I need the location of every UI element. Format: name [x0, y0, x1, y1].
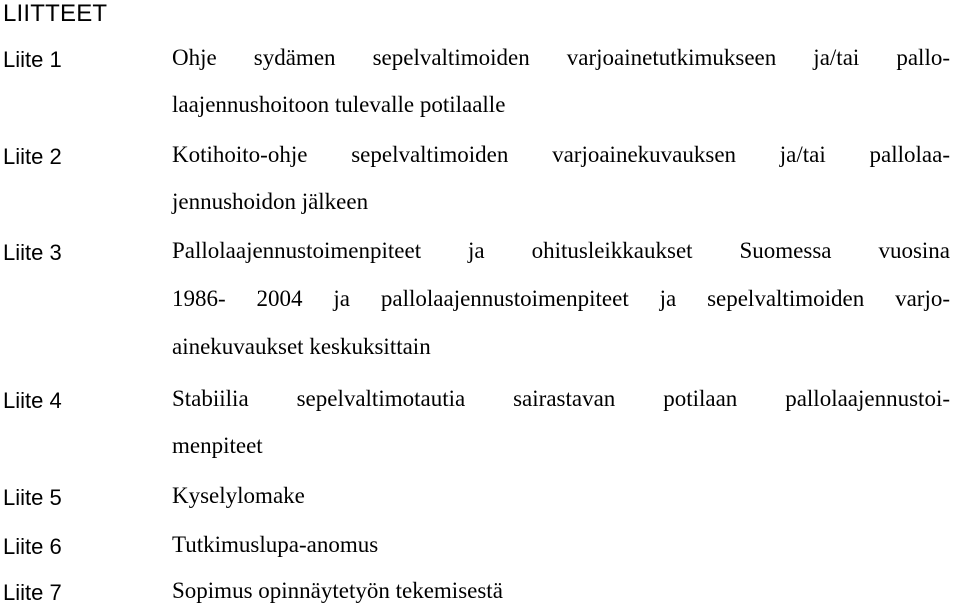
- appendix-label: Liite 6: [3, 534, 62, 559]
- appendix-title-line: Kotihoito-ohje sepelvaltimoiden varjoainekuvauksen ja/tai pallolaa-: [172, 142, 950, 167]
- appendix-label: Liite 7: [3, 580, 62, 605]
- appendix-title-line: Pallolaajennustoimenpiteet ja ohitusleikkaukset Suomessa vuosina: [172, 238, 950, 263]
- appendix-title-line: 1986- 2004 ja pallolaajennustoimenpiteet ja sepelvaltimoiden varjo-: [172, 286, 950, 311]
- appendix-title-line: laajennushoitoon tulevalle potilaalle: [172, 92, 506, 117]
- appendix-title-line: Kyselylomake: [172, 483, 305, 508]
- appendix-title-line: ainekuvaukset keskuksittain: [172, 334, 431, 359]
- appendix-label: Liite 1: [3, 47, 62, 72]
- appendix-title-line: Ohje sydämen sepelvaltimoiden varjoainetutkimukseen ja/tai pallo-: [172, 45, 950, 70]
- appendix-title-line: jennushoidon jälkeen: [172, 189, 369, 214]
- appendix-title-line: Tutkimuslupa-anomus: [172, 532, 379, 557]
- appendix-title-line: Sopimus opinnäytetyön tekemisestä: [172, 578, 503, 603]
- appendix-label: Liite 5: [3, 485, 62, 510]
- page-title: LIITTEET: [3, 0, 108, 27]
- appendix-title-line: menpiteet: [172, 433, 263, 458]
- appendix-label: Liite 4: [3, 388, 62, 413]
- appendix-label: Liite 3: [3, 240, 62, 265]
- appendix-title-line: Stabiilia sepelvaltimotautia sairastavan potilaan pallolaajennustoi-: [172, 386, 950, 411]
- appendix-label: Liite 2: [3, 144, 62, 169]
